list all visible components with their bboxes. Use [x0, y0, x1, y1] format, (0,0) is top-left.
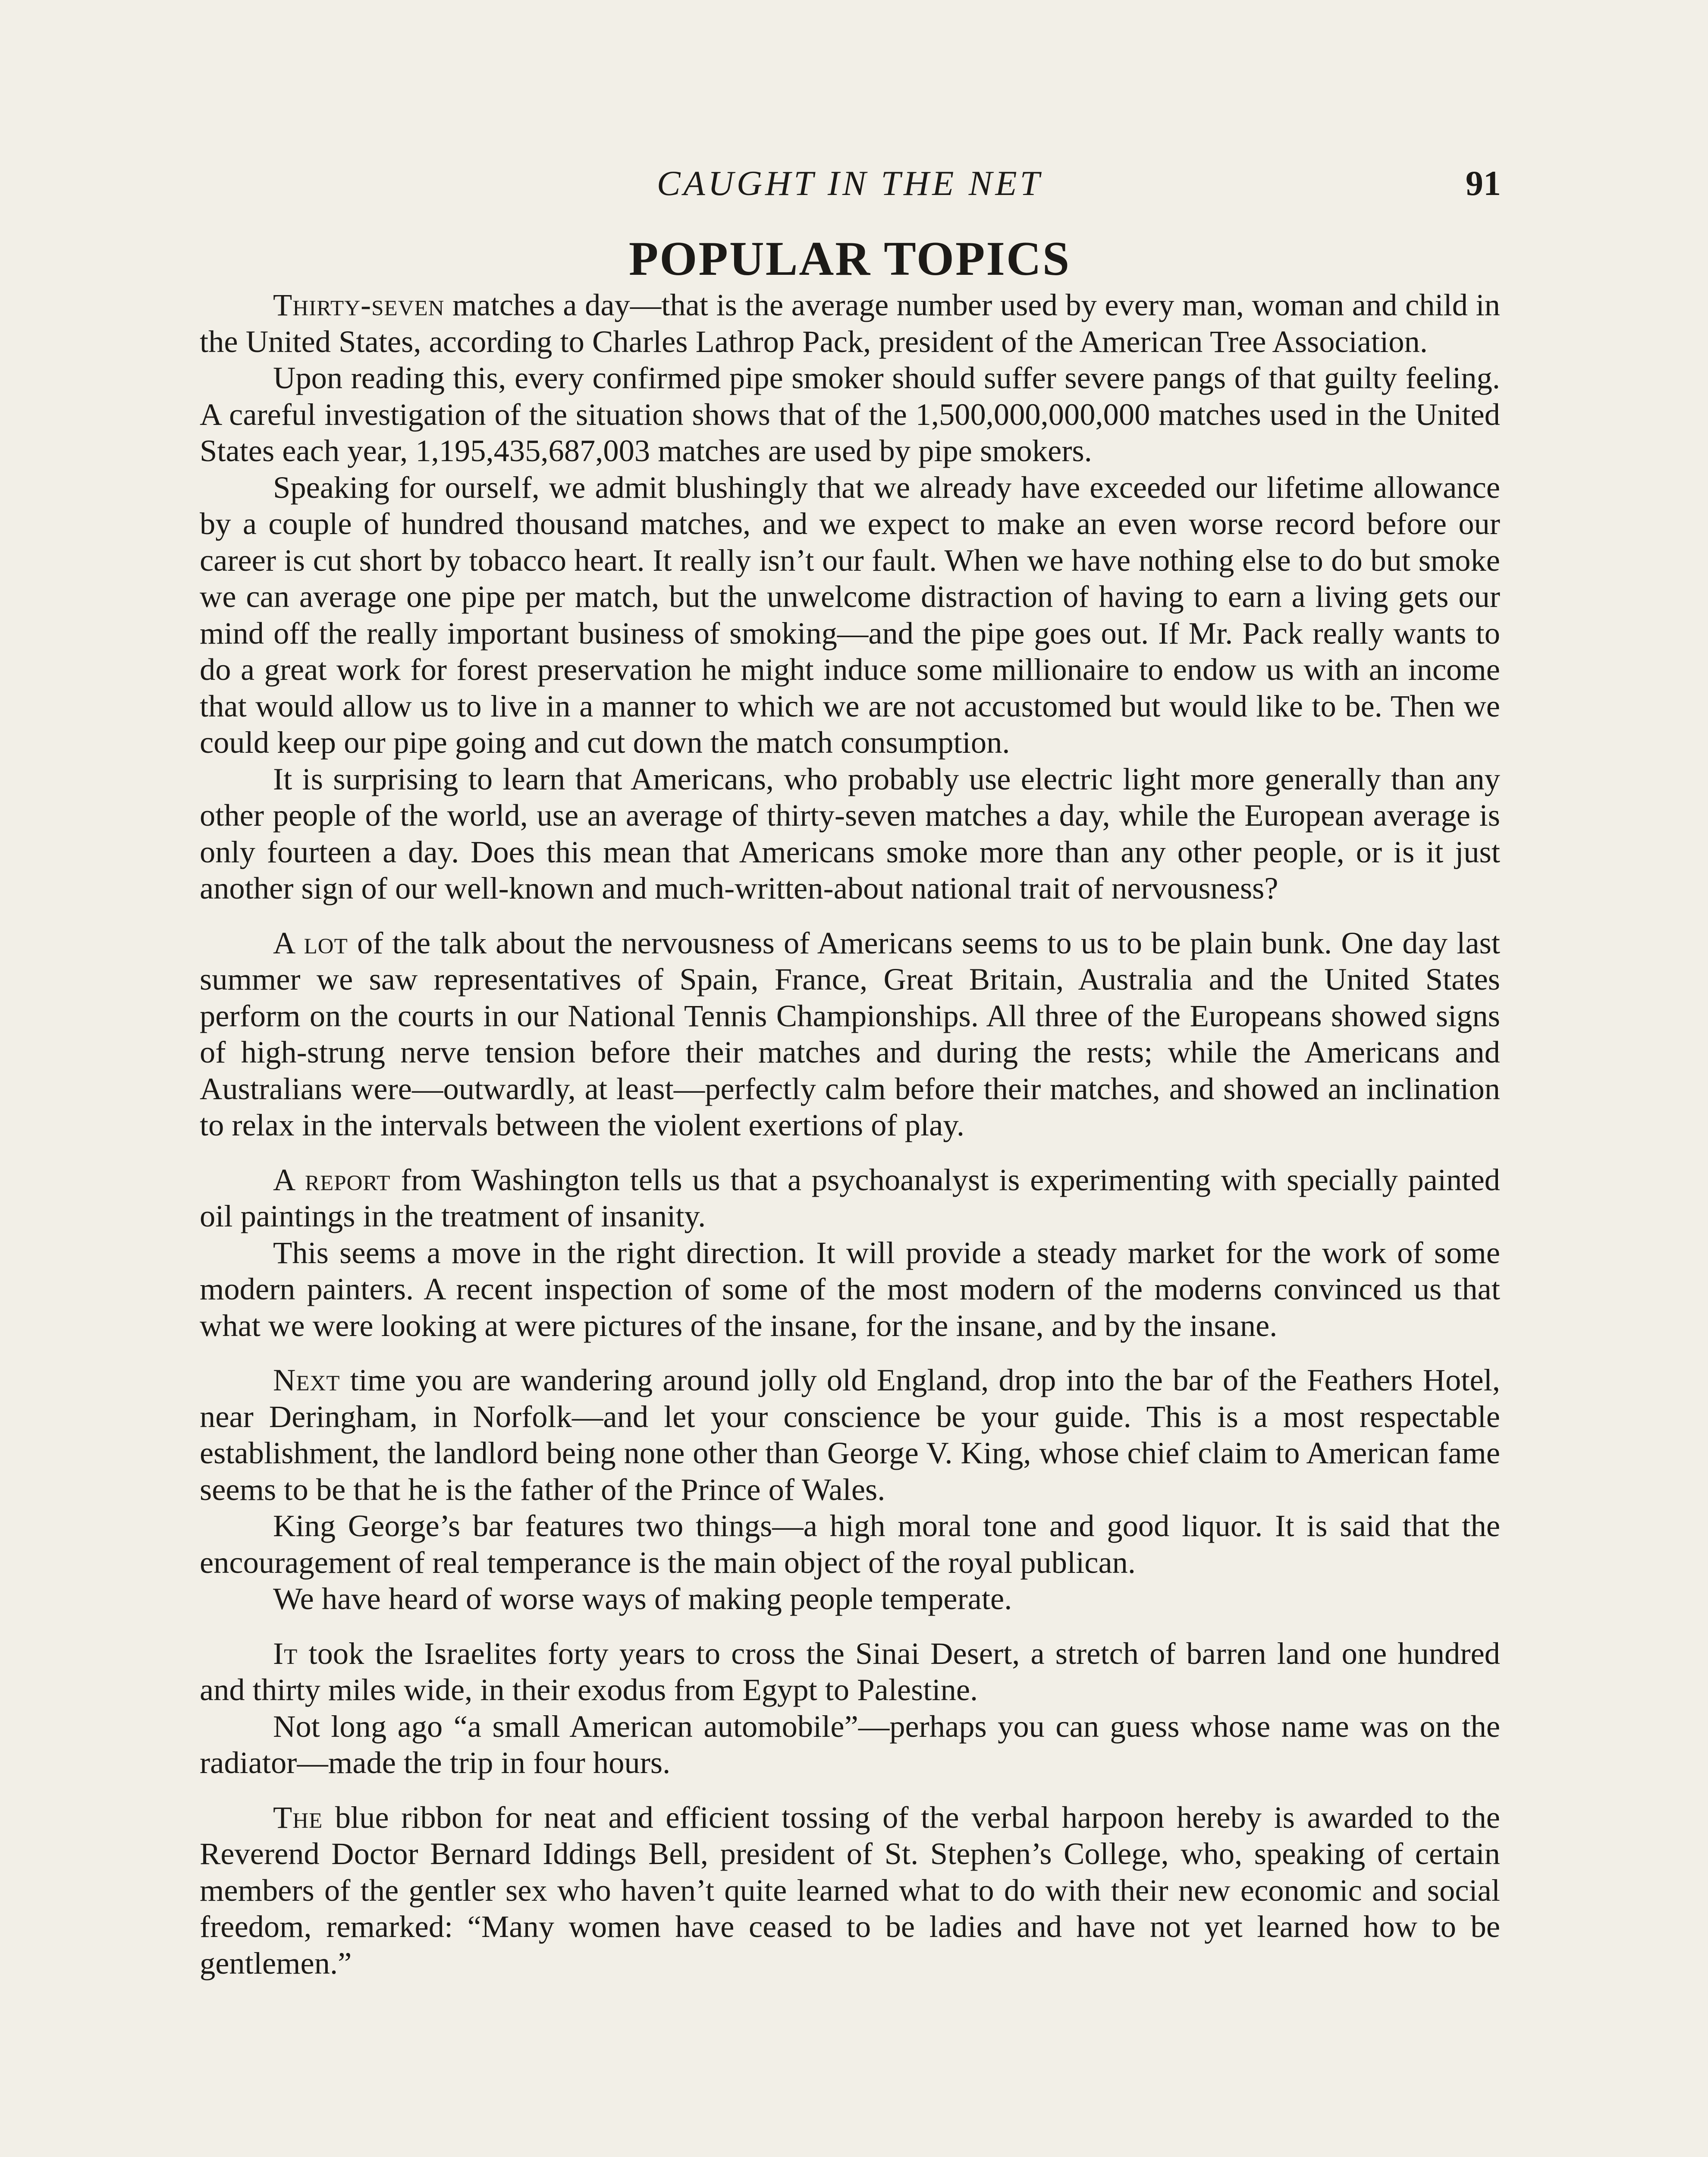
paragraph-text: of the talk about the nervousness of Americans seems to us to be plain bunk. One day last summer we saw representatives of Spain, France, Great Britain, Australia and the United States perform on the courts in our National Tennis Championships. All three of the Europeans showed signs of high-strung nerve tension before their matches and during the rests; while the Americans and Australians were—outwardly, at least—perfectly calm before their matches, and showed an inclination to relax in the intervals between the violent exertions of play. — [200, 925, 1500, 1142]
paragraph — [200, 469, 1500, 761]
paragraph — [200, 287, 1500, 360]
paragraph — [200, 360, 1500, 469]
paragraph-text: from Washington tells us that a psychoanalyst is experimenting with specially painted oil paintings in the treatment of insanity. — [200, 1162, 1500, 1233]
paragraph-lead: The — [273, 1799, 323, 1835]
paragraph-text: time you are wandering around jolly old England, drop into the bar of the Feathers Hotel, near Deringham, in Norfolk—and let your conscience be your guide. This is a most respectable establishment, the landlord being none other than George V. King, whose chief claim to American fame seems to be that he is the father of the Prince of Wales. — [200, 1362, 1500, 1507]
paragraph — [200, 925, 1500, 1144]
paragraph-lead: A lot — [273, 925, 348, 960]
paragraph — [200, 1708, 1500, 1781]
paragraph-text: This seems a move in the right direction. It will provide a steady market for the work of some modern painters. A recent inspection of some of the most modern of the moderns convinced us that what we were looking at were pictures of the insane, for the insane, and by the insane. — [200, 1235, 1500, 1343]
paragraph — [200, 761, 1500, 907]
paragraph-text: Speaking for ourself, we admit blushingly that we already have exceeded our lifetime allowance by a couple of hundred thousand matches, and we expect to make an even worse record before our career is cut short by tobacco heart. It really isn’t our fault. When we have nothing else to do but smoke we can average one pipe per match, but the unwelcome distraction of having to earn a living gets our mind off the really important business of smoking—and the pipe goes out. If Mr. Pack really wants to do a great work for forest preservation he might induce some millionaire to endow us with an income that would allow us to live in a manner to which we are not accustomed but would like to be. Then we could keep our pipe going and cut down the match consumption. — [200, 469, 1500, 760]
paragraph-lead: A report — [273, 1162, 391, 1197]
paragraph — [200, 1635, 1500, 1708]
paragraph-text: King George’s bar features two things—a high moral tone and good liquor. It is said that the encouragement of real temperance is the main object of the royal publican. — [200, 1508, 1500, 1580]
paragraph-text: We have heard of worse ways of making people temperate. — [273, 1581, 1012, 1616]
paragraph — [200, 1235, 1500, 1344]
paragraph-text: blue ribbon for neat and efficient tossing of the verbal harpoon hereby is awarded to the Reverend Doctor Bernard Iddings Bell, president of St. Stephen’s College, who, speaking of certain members of the gentler sex who haven’t quite learned what to do with their new economic and social freedom, remarked: “Many women have ceased to be ladies and have not yet learned how to be gentlemen.” — [200, 1799, 1500, 1981]
paragraph — [200, 1799, 1500, 1982]
paragraph-text: It is surprising to learn that Americans, who probably use electric light more generally than any other people of the world, use an average of thirty-seven matches a day, while the European average is only fourteen a day. Does this mean that Americans smoke more than any other people, or is it just another sign of our well-known and much-written-about national trait of nervousness? — [200, 761, 1500, 906]
paragraph-lead: Thirty-seven — [273, 287, 445, 322]
paragraph — [200, 1362, 1500, 1508]
journal-name: CAUGHT IN THE NET — [656, 164, 1043, 203]
page-number: 91 — [1466, 164, 1501, 203]
paragraph — [200, 1581, 1500, 1617]
paragraph-text: Upon reading this, every confirmed pipe smoker should suffer severe pangs of that guilty feeling. A careful investigation of the situation shows that of the 1,500,000,000,000 matches used in the United States each year, 1,195,435,687,003 matches are used by pipe smokers. — [200, 360, 1500, 468]
paragraph-text: took the Israelites forty years to cross the Sinai Desert, a stretch of barren land one hundred and thirty miles wide, in their exodus from Egypt to Palestine. — [200, 1635, 1500, 1707]
article-body — [200, 287, 1500, 1981]
running-head — [198, 160, 1501, 207]
paragraph-text: Not long ago “a small American automobile”—perhaps you can guess whose name was on the radiator—made the trip in four hours. — [200, 1708, 1500, 1780]
paragraph-text: matches a day—that is the average number used by every man, woman and child in the United States, according to Charles Lathrop Pack, president of the American Tree Association. — [200, 287, 1500, 359]
paragraph-lead: Next — [273, 1362, 340, 1397]
paragraph-lead: It — [273, 1635, 298, 1671]
section-title: POPULAR TOPICS — [628, 232, 1071, 286]
paragraph — [200, 1508, 1500, 1581]
paragraph — [200, 1162, 1500, 1235]
